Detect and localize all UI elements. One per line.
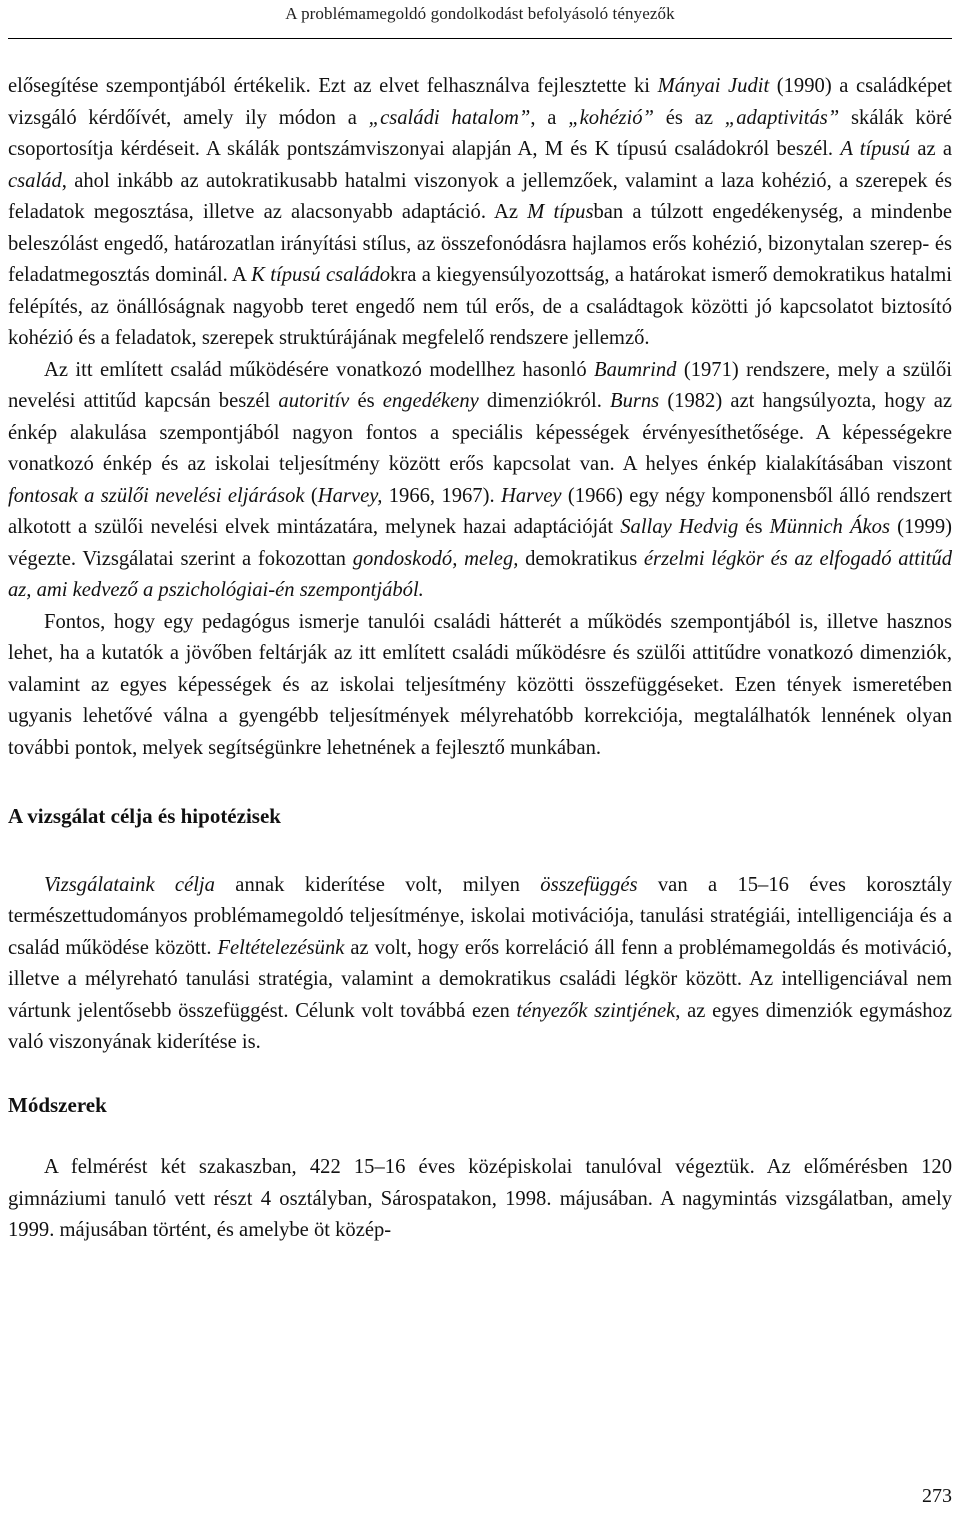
page-body — [8, 71, 952, 1247]
italic-span: tényezők szintjének — [516, 999, 676, 1022]
italic-span: „adaptivitás” — [724, 106, 840, 129]
text-span: (1966) egy négy komponensből álló rendszert alkotott a szülői nevelési elvek mintázatára, melynek hazai adaptációját — [8, 484, 952, 538]
page-number: 273 — [922, 1485, 952, 1507]
text-span: és — [349, 390, 383, 412]
text-span: az a — [910, 138, 952, 160]
text-span: (1990) a családképet vizsgáló kérdőívét, amely ily módon a — [8, 75, 953, 129]
text-span: , a — [530, 106, 569, 129]
text-span: , az egyes dimenziók egymáshoz való viszonyának kiderítése is. — [8, 999, 952, 1053]
text-span: kra a kiegyensúlyozottság, a határokat ismerő demokratikus hatalmi felépítés, az önállóságnak nagyobb teret engedő nem túl erős, de a családtagok közötti jó kapcsolatot biztosító kohézió és a feladatok, szerepek struktúrájának megfelelő rendszere jellemző. — [8, 264, 953, 349]
italic-span: fontosak a szülői nevelési eljárások — [8, 484, 305, 507]
italic-span: „kohézió” — [568, 106, 655, 129]
italic-span: „családi hatalom” — [368, 106, 531, 129]
text-span: , ahol inkább az autokratikusabb hatalmi viszonyok a jellemzőek, valamint a laza kohézió, a szerepek és feladatok megosztása, illetve az alacsonyabb adaptáció. Az — [8, 169, 952, 223]
text-span: Fontos, hogy egy pedagógus ismerje tanulói családi hátterét a működés szempontjából is, illetve hasznos lehet, ha a kutatók a jövőben feltárják az itt említett családi működésre és szülői attitűdre vonatkozó dimenziók, valamint az egyes képességek és az iskolai teljesítmény közötti összefüggéseket. Ezen tények ismeretében ugyanis lehetővé válna a gyengébb teljesítmények mélyrehatóbb korrekciója, megtalálhatók lennének olyan további pontok, melyek segítségünkre lehetnének a fejlesztő munkában. — [8, 610, 952, 759]
italic-span: család — [8, 169, 62, 192]
paragraph — [8, 71, 952, 355]
italic-span: M típus — [527, 201, 594, 223]
spacer — [8, 1121, 952, 1152]
text-span: ( — [304, 484, 318, 507]
text-span: ban a túlzott engedékenység, a mindenbe beleszólást engedő, határozatlan irányítási stílus, az összefonódásra hajlamos erős kohézió, bizonytalan szerep- és feladatmegosztás dominál. A — [8, 201, 952, 286]
spacer — [8, 764, 952, 801]
italic-span: Mányai Judit — [657, 75, 770, 97]
text-span: annak kiderítése volt, milyen — [214, 873, 541, 896]
section-heading-aims: A vizsgálat célja és hipotézisek — [8, 804, 281, 828]
italic-span: Harvey, — [317, 484, 383, 507]
text-span: (1999) végezte. Vizsgálatai szerint a fokozottan — [8, 516, 952, 570]
text-span: (1971) rendszere, mely a szülői nevelési attitűd kapcsán beszél — [8, 358, 952, 412]
text-span: 1966, 1967). — [382, 484, 501, 507]
italic-span: Harvey — [500, 484, 562, 507]
italic-span: Baumrind — [594, 358, 677, 381]
italic-span: gondoskodó, meleg, — [352, 547, 519, 570]
text-span: dimenziókról. — [478, 390, 610, 412]
text-span: skálák köré csoportosítja kérdéseit. A skálák pontszámviszonyai alapján A, M és K típusú családokról beszél. — [8, 106, 952, 160]
spacer — [8, 833, 952, 870]
italic-span: érzelmi légkör és az elfogadó attitűd az, ami kedvező a pszichológiai-én szempontjából. — [8, 547, 952, 601]
italic-span: autoritív — [278, 390, 350, 412]
header-rule — [8, 38, 952, 39]
italic-span: Sallay Hedvig — [620, 516, 739, 538]
italic-span: Burns — [609, 390, 660, 412]
text-span: és — [738, 516, 770, 538]
italic-span: Münnich Ákos — [769, 516, 890, 538]
italic-span: A típusú — [840, 138, 911, 160]
italic-span: összefüggés — [540, 873, 638, 896]
spacer — [8, 1059, 952, 1090]
text-span: az volt, hogy erős korreláció áll fenn a problémamegoldás és motiváció, illetve a mélyreható tanulási stratégia, valamint a demokratikus családi légkör között. Az intelligenciával nem vártunk jelentősebb összefüggést. Célunk volt továbbá ezen — [8, 936, 952, 1022]
paragraph — [8, 607, 952, 765]
italic-span: engedékeny — [382, 390, 479, 412]
text-span: és az — [654, 106, 725, 129]
text-span: A felmérést két szakaszban, 422 15–16 éves középiskolai tanulóval végeztük. Az előmérésben 120 gimnáziumi tanuló vett részt 4 osztályban, Sárospatakon, 1998. májusában. A nagymintás vizsgálatban, amely 1999. májusában történt, és amelybe öt közép- — [8, 1156, 952, 1241]
text-span: van a 15–16 éves korosztály természettudományos problémamegoldó teljesítménye, iskolai motivációja, tanulási stratégiái, intelligenciája és a család működése között. — [8, 873, 952, 959]
italic-span: Feltételezésünk — [217, 936, 345, 959]
text-span: elősegítése szempontjából értékelik. Ezt az elvet felhasználva fejlesztette ki — [8, 75, 658, 97]
italic-span: K típusú családo — [251, 264, 391, 286]
text-span: demokratikus — [518, 547, 644, 570]
paragraph — [8, 870, 952, 1059]
text-span: (1982) azt hangsúlyozta, hogy az énkép alakulása szempontjából nagyon fontos a speciális képességek érvényesíthetősége. A képességekre vonatkozó énkép és az iskolai teljesítmény között erős kapcsolat van. A helyes énkép kialakításában viszont — [8, 390, 952, 475]
section-heading-methods: Módszerek — [8, 1092, 107, 1117]
paragraph — [8, 355, 952, 607]
italic-span: Vizsgálataink célja — [44, 873, 215, 896]
text-span: Az itt említett család működésére vonatkozó modellhez hasonló — [44, 358, 595, 381]
running-header: A problémamegoldó gondolkodást befolyásoló tényezők — [285, 4, 675, 23]
paragraph — [8, 1152, 952, 1247]
